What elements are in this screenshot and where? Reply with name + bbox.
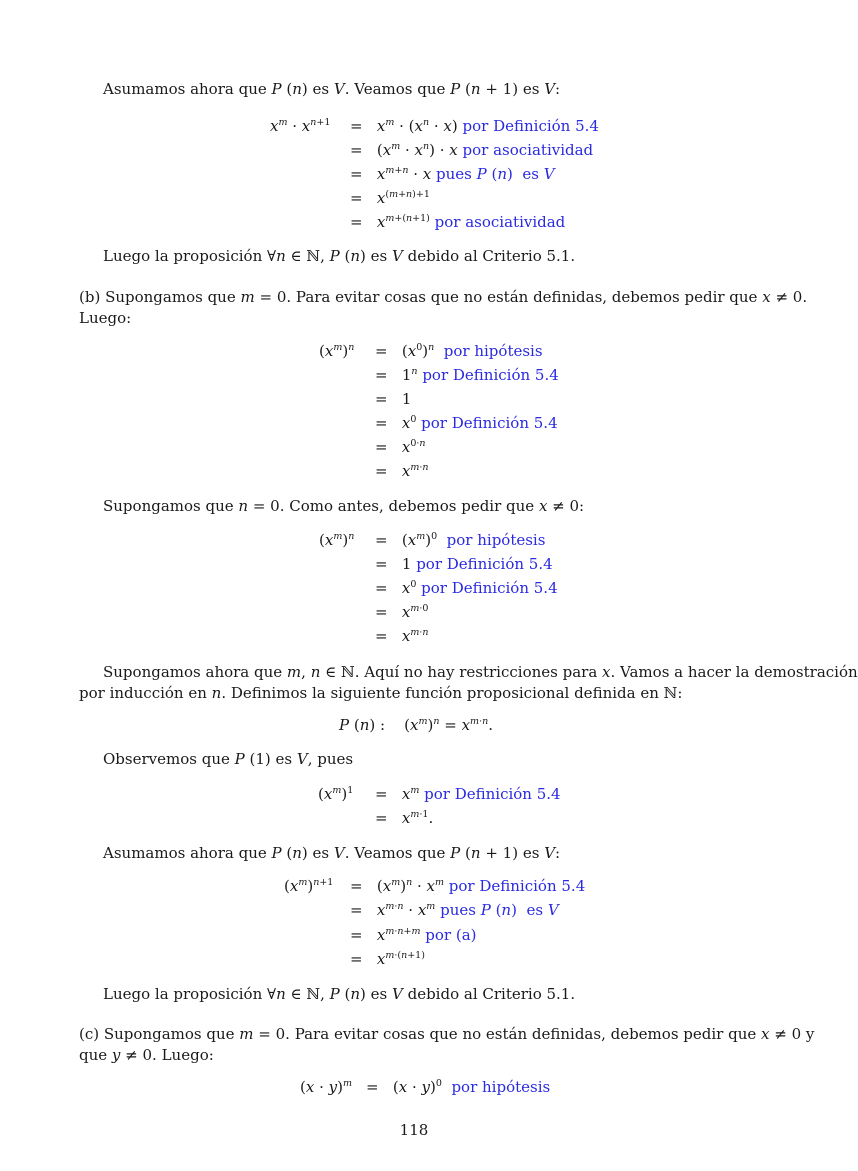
- eq6-note-1: por Definición 5.4: [448, 877, 586, 895]
- paragraph-conclusion-b: Luego la proposición ∀n ∈ ℕ, P (n) es V debido al Criterio 5.1.: [103, 985, 576, 1003]
- eq1-row-3: = $x^{m+n} \cdot x$ pues P (n) es V: [350, 165, 555, 183]
- eq1-row-5: = $x^{m+(n+1)}$ por asociatividad: [350, 213, 566, 231]
- eq1-note-2: por asociatividad: [462, 141, 594, 159]
- eq6-row-4: = $x^{m\cdot(n+1)}$: [350, 950, 425, 968]
- paragraph-induction-step-2: Asumamos ahora que P (n) es V. Veamos que P (n + 1) es V:: [103, 844, 561, 862]
- eq1-note-3: pues P (n) es V: [436, 165, 555, 183]
- paragraph-c-line-2: que y ≠ 0. Luego:: [79, 1046, 214, 1064]
- eq1-note-5: por asociatividad: [434, 213, 566, 231]
- eq6-row-2: = $x^{m\cdot n} \cdot x^m$ pues P (n) es V: [350, 901, 559, 919]
- eq2-lhs: $(x^m)^n$: [319, 342, 355, 360]
- eq5-lhs: $(x^m)^1$: [318, 785, 354, 803]
- paragraph-c-line-1: (c) Supongamos que m = 0. Para evitar cosas que no están definidas, debemos pedir que x ≠ 0 y: [79, 1025, 815, 1043]
- eq2-row-2: = 1$^n$ por Definición 5.4: [375, 366, 559, 384]
- eq7-lhs: $(x \cdot y)^m$: [300, 1078, 352, 1096]
- eq3-row-2: = 1 por Definición 5.4: [375, 555, 553, 573]
- eq1-row-2: = $(x^m \cdot x^n) \cdot x$ por asociatividad: [350, 141, 594, 159]
- eq5-row-1: = $x^m$ por Definición 5.4: [375, 785, 561, 803]
- eq2-row-6: = $x^{m\cdot n}$: [375, 462, 429, 480]
- eq2-row-1: = $(x^0)^n$ por hipótesis: [375, 342, 543, 360]
- eq6-note-3: por (a): [425, 926, 477, 944]
- eq3-note-1: por hipótesis: [446, 531, 546, 549]
- paragraph-conclusion-a: Luego la proposición ∀n ∈ ℕ, P (n) es V debido al Criterio 5.1.: [103, 247, 576, 265]
- paragraph-b-line-2: Luego:: [79, 309, 132, 327]
- eq3-note-3: por Definición 5.4: [421, 579, 558, 597]
- eq3-note-2: por Definición 5.4: [416, 555, 553, 573]
- eq2-note-1: por hipótesis: [443, 342, 543, 360]
- paragraph-n-zero: Supongamos que n = 0. Como antes, debemos pedir que x ≠ 0:: [103, 497, 585, 515]
- paragraph-induction-step: Asumamos ahora que P (n) es V. Veamos que P (n + 1) es V:: [103, 80, 561, 98]
- paragraph-base-case: Observemos que P (1) es V, pues: [103, 750, 354, 768]
- eq6-lhs: $(x^m)^{n+1}$: [284, 877, 334, 895]
- eq7-row-1: = $(x \cdot y)^0$ por hipótesis: [366, 1078, 551, 1096]
- paragraph-b-line-1: (b) Supongamos que m = 0. Para evitar cosas que no están definidas, debemos pedir que x ≠ 0.: [79, 288, 808, 306]
- eq2-note-4: por Definición 5.4: [421, 414, 558, 432]
- eq6-row-3: = $x^{m\cdot n+m}$ por (a): [350, 926, 477, 944]
- page-number: 118: [399, 1121, 429, 1139]
- eq2-row-3: = 1: [375, 390, 412, 408]
- propositional-function: P (n) : $(x^m)^n = x^{m\cdot n}$.: [339, 716, 493, 734]
- eq3-lhs: $(x^m)^n$: [319, 531, 355, 549]
- eq5-note-1: por Definición 5.4: [424, 785, 561, 803]
- eq7-note-1: por hipótesis: [451, 1078, 551, 1096]
- eq6-row-1: = $(x^m)^n \cdot x^m$ por Definición 5.4: [350, 877, 586, 895]
- eq1-lhs: $x^m \cdot x^{n+1}$: [270, 117, 331, 135]
- paragraph-induction-intro-2: por inducción en n. Definimos la siguiente función proposicional definida en ℕ:: [79, 684, 683, 702]
- eq1-note-1: por Definición 5.4: [462, 117, 599, 135]
- eq3-row-1: = $(x^m)^0$ por hipótesis: [375, 531, 546, 549]
- eq3-row-4: = $x^{m\cdot 0}$: [375, 603, 429, 621]
- eq1-row-1: = $x^m \cdot (x^n \cdot x)$ por Definición 5.4: [350, 117, 599, 135]
- eq3-row-3: = $x^0$ por Definición 5.4: [375, 579, 558, 597]
- eq3-row-5: = $x^{m\cdot n}$: [375, 627, 429, 645]
- eq2-row-4: = $x^0$ por Definición 5.4: [375, 414, 558, 432]
- eq2-note-2: por Definición 5.4: [422, 366, 559, 384]
- eq2-row-5: = $x^{0\cdot n}$: [375, 438, 426, 456]
- paragraph-induction-intro-1: Supongamos ahora que m, n ∈ ℕ. Aquí no hay restricciones para x. Vamos a hacer la demostración: [103, 663, 858, 681]
- eq6-note-2: pues P (n) es V: [440, 901, 559, 919]
- eq1-row-4: = $x^{(m+n)+1}$: [350, 189, 430, 207]
- eq5-row-2: = $x^{m\cdot 1}$.: [375, 809, 434, 827]
